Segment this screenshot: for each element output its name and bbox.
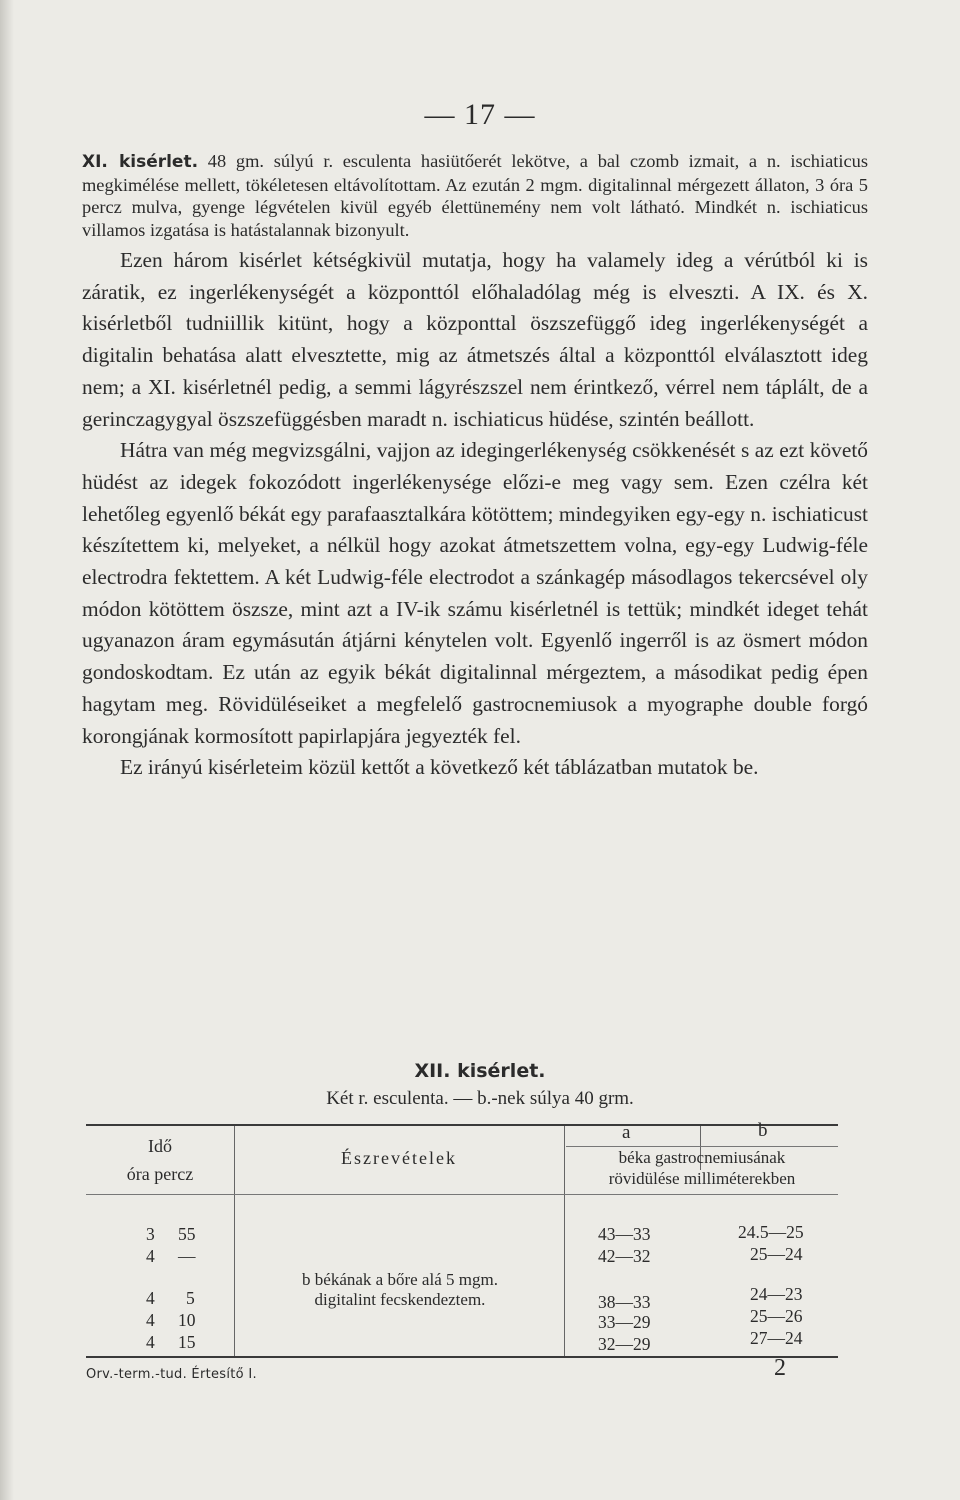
page-edge (0, 0, 14, 1500)
frog-a-header: a (622, 1122, 631, 1143)
row-4-b: 25—26 (750, 1306, 803, 1326)
body-text (82, 150, 868, 784)
row-3-hour: 4 (146, 1288, 155, 1308)
row-4-a: 33—29 (598, 1312, 651, 1332)
row-3-a: 38—33 (598, 1292, 651, 1312)
table-header-bottom-rule (86, 1194, 838, 1195)
journal-footer: Orv.-term.-tud. Értesítő I. (86, 1367, 257, 1382)
row-5-a: 32—29 (598, 1334, 651, 1354)
paragraph-3: Ez irányú kisérleteim közül kettőt a következő két táblázatban mutatok be. (120, 755, 759, 780)
measure-header-line2: rövidülése milliméterekben (608, 1169, 796, 1188)
row-4-minute: 10 (178, 1310, 196, 1330)
experiment-11-label: XI. kisérlet. (82, 152, 199, 172)
row-1-hour: 3 (146, 1224, 155, 1244)
paragraph-1: Ezen három kisérlet kétségkivül mutatja, hogy ha valamely ideg a vérútból ki is záratik, ez ingerlékenységét a központtól előhaladólag még is elveszti. A IX. és X. kisérletből tudniillik kitünt, hogy a központtal öszszefüggő ideg ingerlékenységét a digitalin behatása alatt elvesztette, mig az átmetszés által a központtól elválasztott ideg nem; a XI. kisérletnél pedig, a semmi lágyrészszel nem érintkező, vérrel nem táplált, de a gerinczagygyal öszszefüggésben maradt n. ischiaticus hüdése, szintén beállott. (82, 248, 868, 431)
table-divider (564, 1126, 565, 1356)
row-1-a: 43—33 (598, 1224, 651, 1244)
row-4-hour: 4 (146, 1310, 155, 1330)
notes-header: Észrevételek (341, 1148, 457, 1168)
note-line-2: digitalint fecskendeztem. (314, 1290, 486, 1309)
row-2-minute: — (178, 1246, 196, 1266)
row-2-hour: 4 (146, 1246, 155, 1266)
row-5-minute: 15 (178, 1332, 196, 1352)
row-5-b: 27—24 (750, 1328, 803, 1348)
experiment-11-paragraph (82, 150, 868, 241)
experiment-12-caption: Két r. esculenta. — b.-nek súlya 40 grm. (326, 1088, 634, 1109)
sheet-signature: 2 (774, 1355, 786, 1381)
paragraph-2: Hátra van még megvizsgálni, vajjon az idegingerlékenység csökkenését s az ezt követő hüdést az idegek fokozódott ingerlékenysége előzi-e meg vagy sem. Ezen czélra két lehetőleg egyenlő békát egy parafaasztalkára kötöttem; mindegyiken egy-egy n. ischiaticust készítettem ki, melyeket, a nélkül hogy azokat átmetszettem volna, egy-egy Ludwig-féle electrodra fektettem. A két Ludwig-féle electrodot a szánkagép másodlagos tekercsével oly módon kötöttem öszsze, mint azt a IV-ik számu kisérletnél is tettük; mindkét ideget tehát ugyanazon áram egymásután átjárni kénytelen volt. Egyenlő ingerről is az ösmert módon gondoskodtam. Ez után az egyik békát digitalinnal mérgeztem, a másodikat pedig épen hagytam meg. Rövidüléseiket a megfelelő gastrocnemiusok a myographe double forgó korongjának kormosított papirlapjára jegyezték fel. (82, 438, 868, 748)
experiment-11-text: 48 gm. súlyú r. esculenta hasiütőerét lekötve, a bal czomb izmait, a n. ischiaticus megkimélése mellett, tökéletesen eltávolítottam. Az ezután 2 mgm. digitalinnal mérgezett állaton, 3 óra 5 percz mulva, gyenge légvételen kivül egyéb élettünemény nem volt látható. Mindkét n. ischiaticus villamos izgatása is hatástalannak bizonyult. (82, 151, 868, 240)
row-3-minute: 5 (186, 1288, 195, 1308)
row-1-minute: 55 (178, 1224, 196, 1244)
frog-b-header: b (758, 1120, 768, 1141)
results-table (86, 1120, 838, 1358)
row-2-b: 25—24 (750, 1244, 803, 1264)
time-header: Idő (148, 1136, 172, 1156)
table-top-rule (86, 1124, 838, 1126)
table-bottom-rule (86, 1356, 838, 1358)
row-3-b: 24—23 (750, 1284, 803, 1304)
time-header-unit: óra percz (126, 1164, 194, 1184)
row-1-b: 24.5—25 (738, 1222, 804, 1242)
row-5-hour: 4 (146, 1332, 155, 1352)
note-line-1: b békának a bőre alá 5 mgm. (302, 1270, 498, 1289)
measure-header-line1: béka gastrocnemiusának (618, 1148, 786, 1167)
table-header-rule (566, 1146, 838, 1147)
table-divider (234, 1126, 235, 1356)
page-number: — 17 — (424, 98, 536, 131)
row-2-a: 42—32 (598, 1246, 651, 1266)
experiment-12-title: XII. kisérlet. (414, 1060, 546, 1082)
